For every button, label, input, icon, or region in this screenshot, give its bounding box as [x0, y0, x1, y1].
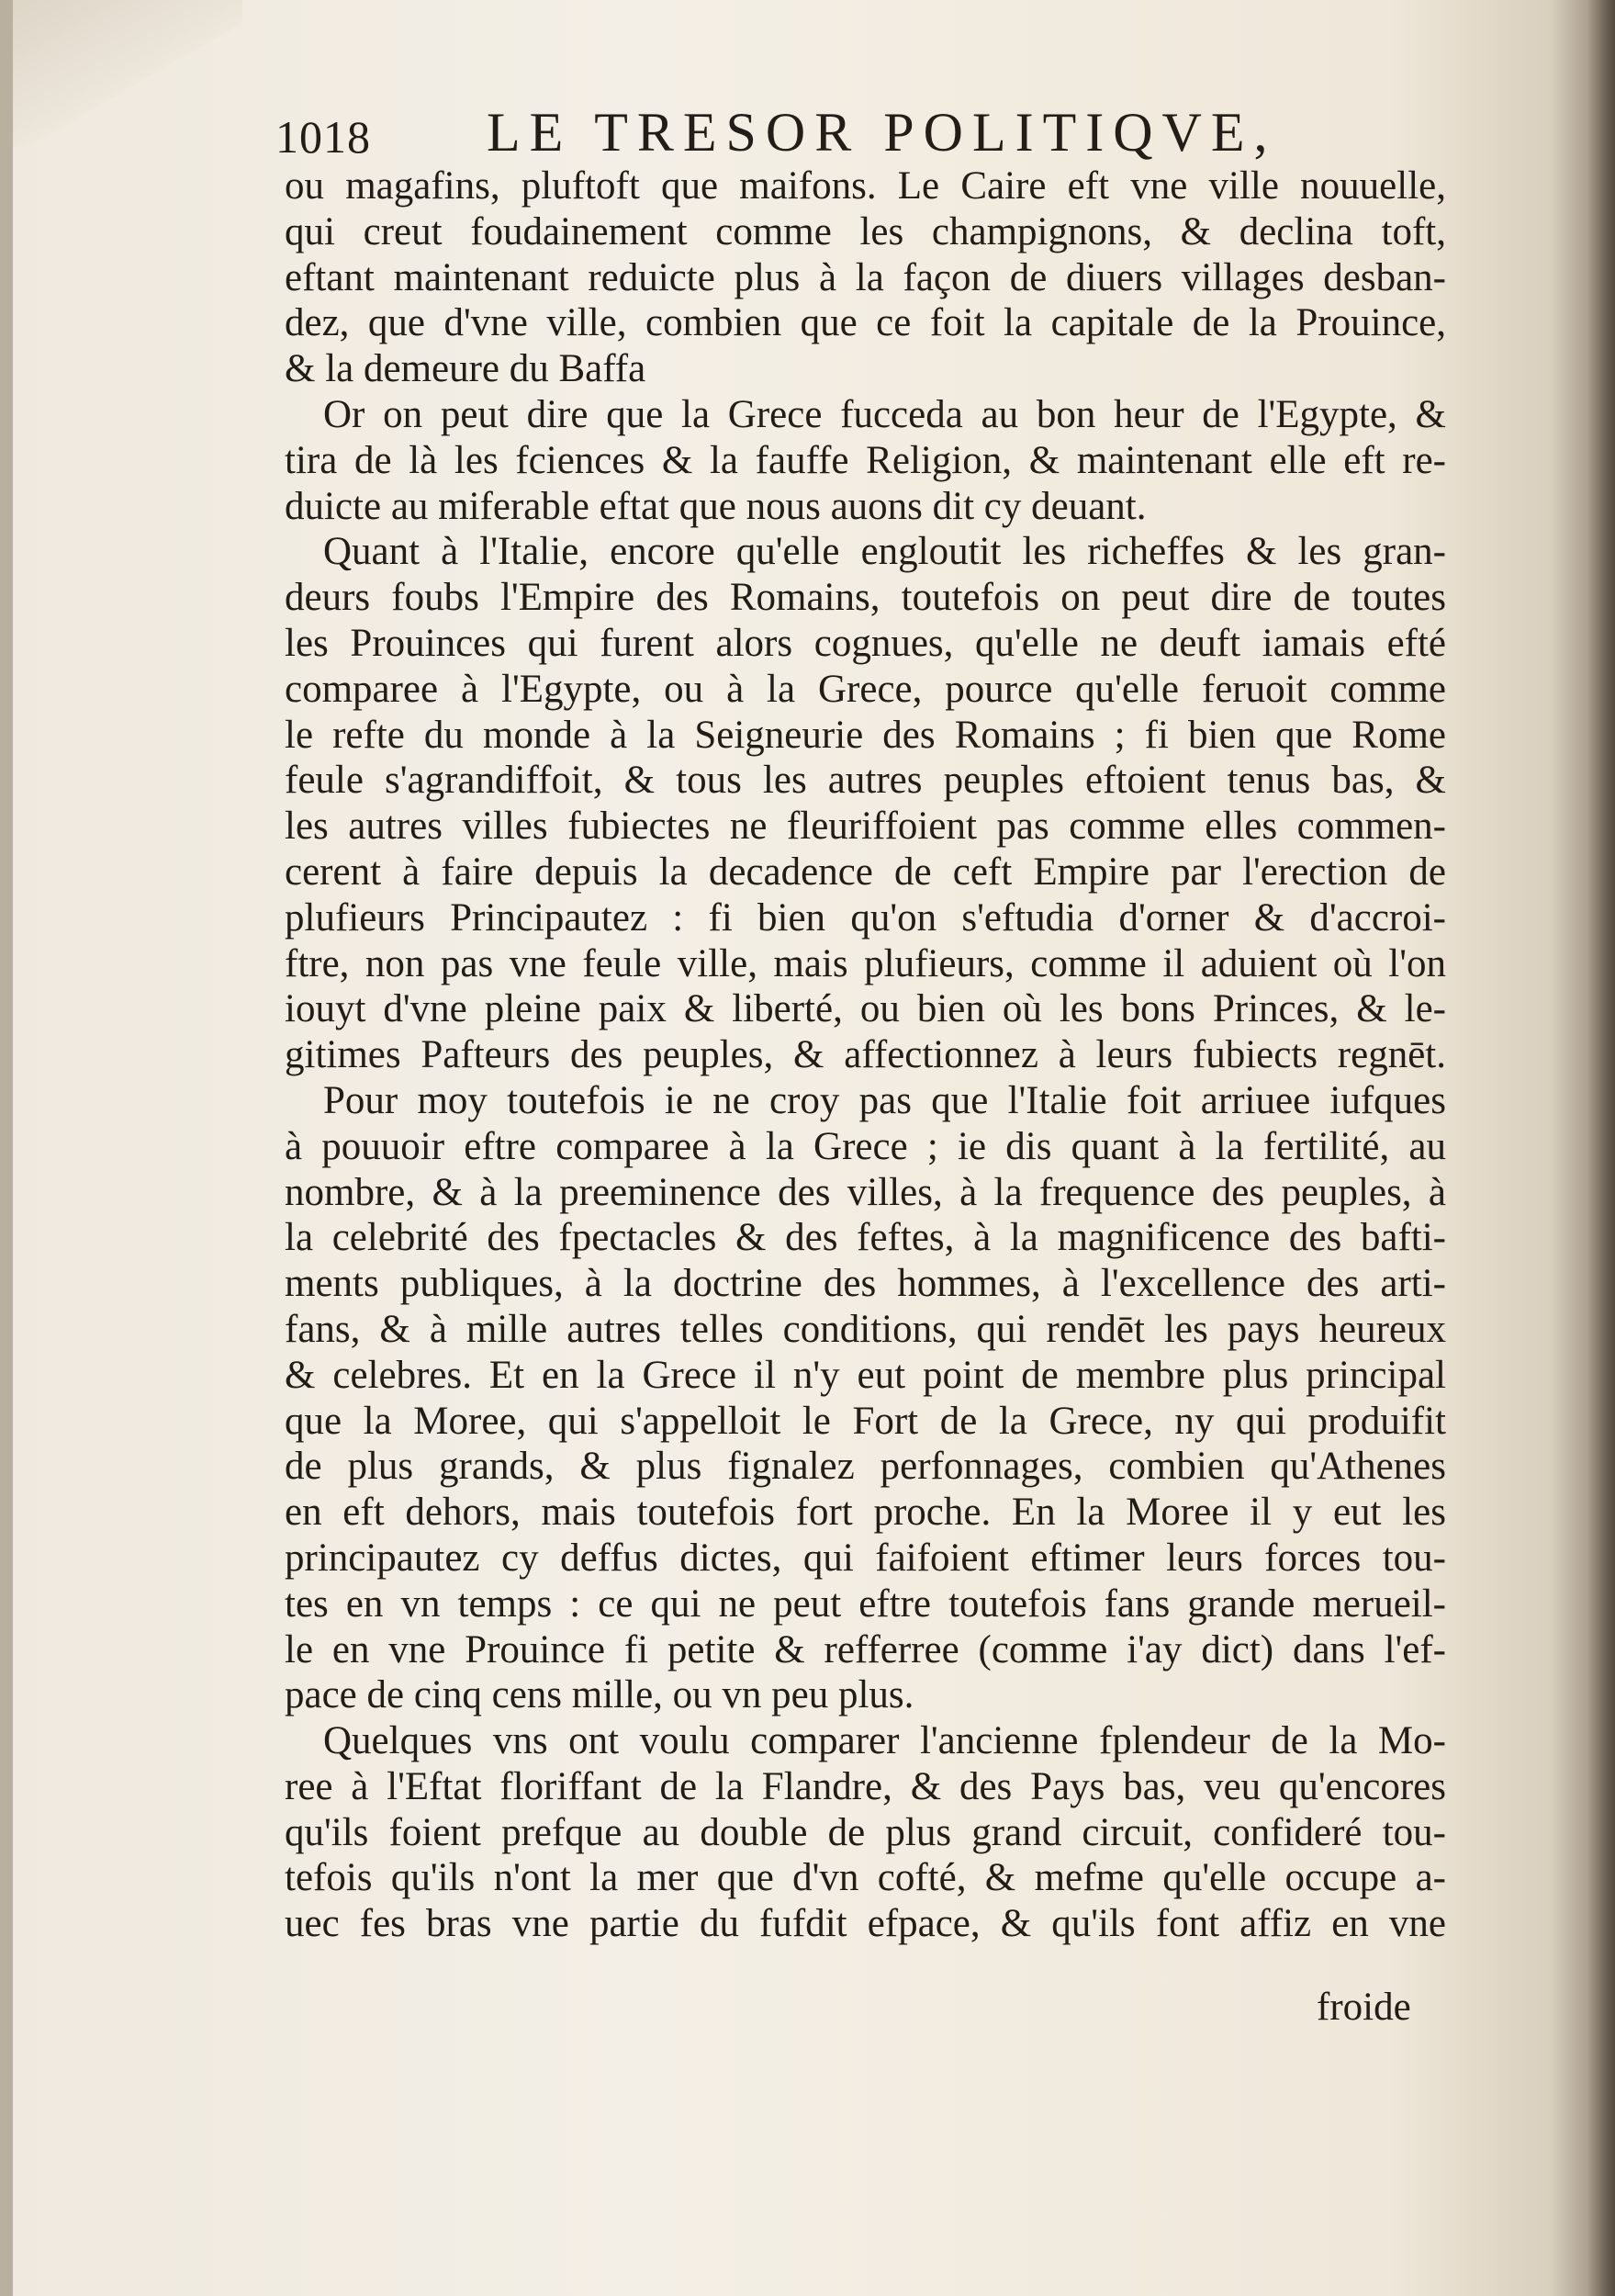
page-gutter-shadow — [0, 0, 13, 2296]
text-line: & celebres. Et en la Grece il n'y eut point de membre plus principal — [285, 1353, 1446, 1397]
text-line: ree à l'Eftat floriffant de la Flandre, & des Pays bas, veu qu'encores — [285, 1764, 1446, 1808]
text-line: que la Moree, qui s'appelloit le Fort de la Grece, ny qui produifit — [285, 1399, 1446, 1443]
text-line: ments publiques, à la doctrine des hommes, à l'excellence des arti- — [285, 1262, 1446, 1306]
text-line: qu'ils foient prefque au double de plus grand circuit, confideré tou- — [285, 1810, 1446, 1854]
text-line: plufieurs Principautez : fi bien qu'on s'eftudia d'orner & d'accroi- — [285, 895, 1446, 940]
text-line: le refte du monde à la Seigneurie des Romains ; fi bien que Rome — [285, 713, 1446, 757]
text-line: tes en vn temps : ce qui ne peut eftre toutefois fans grande merueil- — [285, 1581, 1446, 1626]
text-line: les Prouinces qui furent alors cognues, qu'elle ne deuft iamais efté — [285, 621, 1446, 665]
text-line: tefois qu'ils n'ont la mer que d'vn cofté, & mefme qu'elle occupe a- — [285, 1856, 1446, 1900]
text-line: principautez cy deffus dictes, qui faifoient eftimer leurs forces tou- — [285, 1536, 1446, 1580]
text-line: dez, que d'vne ville, combien que ce foit la capitale de la Prouince, — [285, 301, 1446, 345]
text-line: eftant maintenant reduicte plus à la façon de diuers villages desban- — [285, 255, 1446, 299]
catchword: froide — [1317, 1986, 1411, 2029]
text-line: Pour moy toutefois ie ne croy pas que l'Italie foit arriuee iufques — [323, 1078, 1446, 1122]
text-line: cerent à faire depuis la decadence de ceft Empire par l'erection de — [285, 850, 1446, 894]
text-line: Quant à l'Italie, encore qu'elle engloutit les richeffes & les gran- — [323, 530, 1446, 574]
text-line: comparee à l'Egypte, ou à la Grece, pource qu'elle feruoit comme — [285, 667, 1446, 711]
body-text — [285, 163, 1446, 1947]
text-line: ftre, non pas vne feule ville, mais plufieurs, comme il aduient où l'on — [285, 941, 1446, 985]
text-line: duicte au miferable eftat que nous auons dit cy deuant. — [285, 484, 1147, 528]
text-line: qui creut foudainement comme les champignons, & declina toft, — [285, 209, 1446, 253]
text-line: les autres villes fubiectes ne fleuriffoient pas comme elles commen- — [285, 805, 1446, 849]
text-line: ou magafins, pluftoft que maifons. Le Caire eft vne ville nouuelle, — [285, 164, 1446, 208]
text-line: fans, & à mille autres telles conditions, qui rendēt les pays heureux — [285, 1307, 1446, 1351]
running-title: LE TRESOR POLITIQVE, — [487, 102, 1277, 163]
text-line: & la demeure du Baffa — [285, 347, 646, 391]
page-number: 1018 — [275, 111, 371, 163]
text-line: en eft dehors, mais toutefois fort proche. En la Moree il y eut les — [285, 1491, 1446, 1535]
text-line: Quelques vns ont voulu comparer l'ancienne fplendeur de la Mo- — [323, 1719, 1446, 1763]
text-line: la celebrité des fpectacles & des feftes, à la magnificence des bafti- — [285, 1216, 1446, 1260]
text-line: à pouuoir eftre comparee à la Grece ; ie dis quant à la fertilité, au — [285, 1124, 1446, 1168]
folded-corner — [13, 0, 242, 147]
text-line: le en vne Prouince fi petite & refferree (comme i'ay dict) dans l'ef- — [285, 1627, 1446, 1671]
text-line: gitimes Pafteurs des peuples, & affectionnez à leurs fubiects regnēt. — [285, 1033, 1446, 1077]
text-line: pace de cinq cens mille, ou vn peu plus. — [285, 1673, 914, 1717]
page-header — [275, 99, 1285, 173]
text-line: feule s'agrandiffoit, & tous les autres peuples eftoient tenus bas, & — [285, 759, 1446, 803]
text-line: nombre, & à la preeminence des villes, à la frequence des peuples, à — [285, 1170, 1446, 1214]
text-line: iouyt d'vne pleine paix & liberté, ou bien où les bons Princes, & le- — [285, 987, 1446, 1031]
text-line: de plus grands, & plus fignalez perfonnages, combien qu'Athenes — [285, 1445, 1446, 1489]
text-line: tira de là les fciences & la fauffe Religion, & maintenant elle eft re- — [285, 438, 1446, 482]
text-line: Or on peut dire que la Grece fucceda au bon heur de l'Egypte, & — [323, 392, 1446, 436]
text-line: uec fes bras vne partie du fufdit efpace, & qu'ils font affiz en vne — [285, 1902, 1446, 1946]
text-line: deurs foubs l'Empire des Romains, toutefois on peut dire de toutes — [285, 576, 1446, 620]
page-edge-shadow — [1587, 0, 1615, 2296]
